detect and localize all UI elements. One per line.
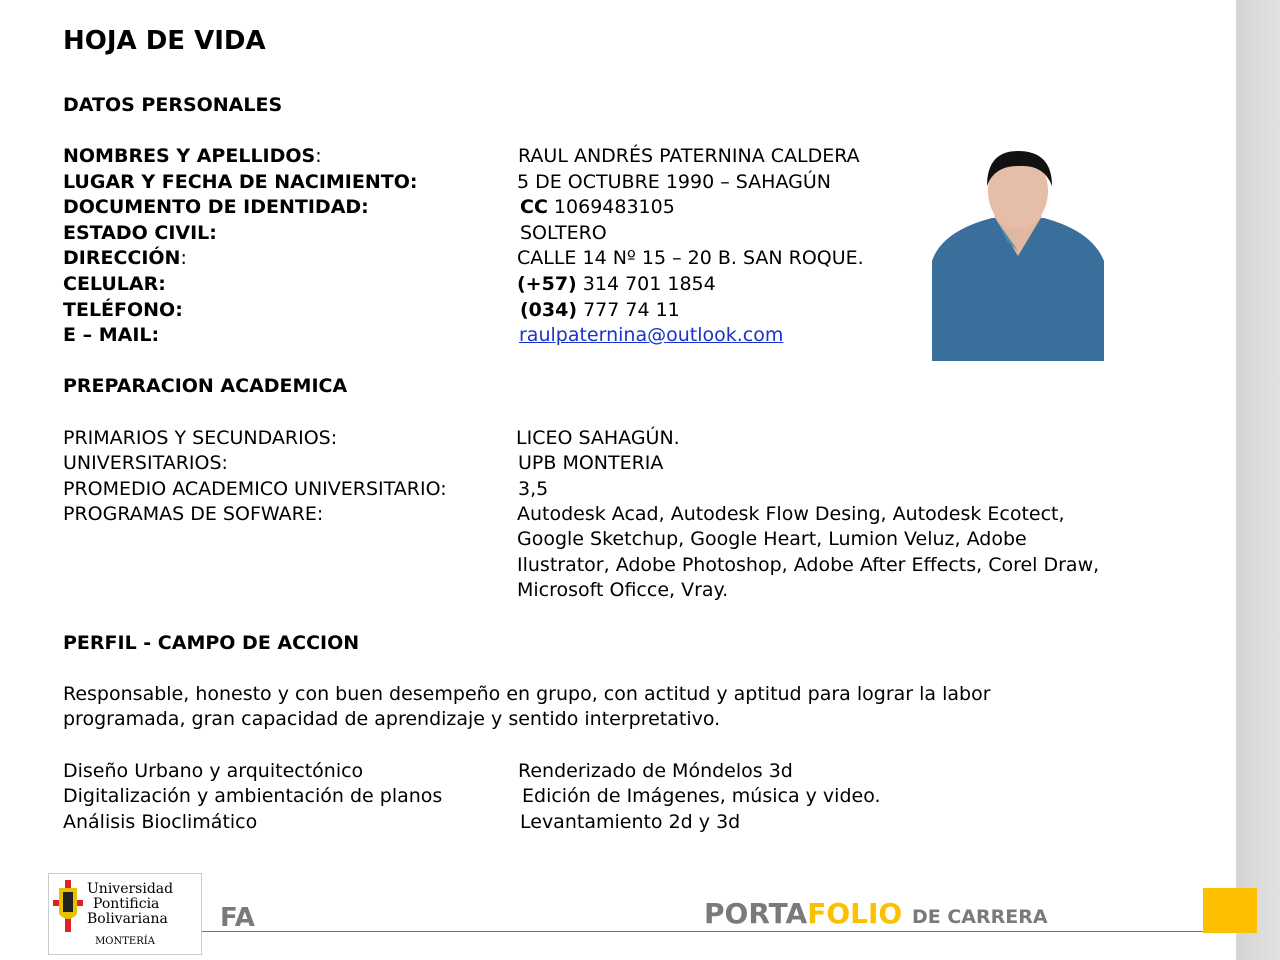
value-software-2: Google Sketchup, Google Heart, Lumion Veluz, Adobe [517,528,1027,550]
university-logo: Universidad Pontificia Bolivariana MONTERÍA [48,873,202,955]
label-address: DIRECCIÓN: [63,247,187,269]
skill-right: Renderizado de Móndelos 3d [518,760,793,782]
label-civil: ESTADO CIVIL: [63,222,217,244]
label-primary: PRIMARIOS Y SECUNDARIOS: [63,427,338,449]
label-email: E – MAIL: [63,324,160,346]
value-software-3: Ilustrator, Adobe Photoshop, Adobe After Effects, Corel Draw, [517,554,1100,576]
label-average: PROMEDIO ACADEMICO UNIVERSITARIO: [63,478,447,500]
value-software-1: Autodesk Acad, Autodesk Flow Desing, Autodesk Ecotect, [517,503,1065,525]
skill-left: Digitalización y ambientación de planos [63,785,443,807]
section-heading-personal: DATOS PERSONALES [63,94,283,116]
page-title: HOJA DE VIDA [63,26,266,56]
profile-photo [932,146,1104,361]
crest-icon [53,880,83,932]
label-university: UNIVERSITARIOS: [63,452,228,474]
value-birth: 5 DE OCTUBRE 1990 – SAHAGÚN [517,171,831,193]
email-link[interactable]: raulpaternina@outlook.com [519,324,784,346]
value-address: CALLE 14 Nº 15 – 20 B. SAN ROQUE. [517,247,864,269]
faculty-label: FA [220,903,255,933]
value-primary: LICEO SAHAGÚN. [516,427,680,449]
skill-right: Levantamiento 2d y 3d [520,811,741,833]
portfolio-brand: PORTAFOLIO DE CARRERA [704,897,1048,930]
label-birth: LUGAR Y FECHA DE NACIMIENTO: [63,171,418,193]
label-name: NOMBRES Y APELLIDOS: [63,145,322,167]
label-software: PROGRAMAS DE SOFWARE: [63,503,324,525]
section-heading-academic: PREPARACION ACADEMICA [63,375,348,397]
skill-left: Diseño Urbano y arquitectónico [63,760,364,782]
gray-side-band [1236,0,1280,960]
value-university: UPB MONTERIA [518,452,664,474]
label-phone: TELÉFONO: [63,299,183,321]
value-phone: (034) 777 74 11 [520,299,680,321]
value-civil: SOLTERO [520,222,607,244]
value-name: RAUL ANDRÉS PATERNINA CALDERA [518,145,860,167]
value-id: CC 1069483105 [520,196,675,218]
profile-text-1: Responsable, honesto y con buen desempeño en grupo, con actitud y aptitud para lograr la labor [63,683,991,705]
label-mobile: CELULAR: [63,273,166,295]
accent-square [1203,888,1257,933]
profile-text-2: programada, gran capacidad de aprendizaje y sentido interpretativo. [63,708,721,730]
section-heading-profile: PERFIL - CAMPO DE ACCION [63,632,360,654]
label-id: DOCUMENTO DE IDENTIDAD: [63,196,369,218]
value-average: 3,5 [518,478,549,500]
value-mobile: (+57) 314 701 1854 [517,273,716,295]
skill-right: Edición de Imágenes, música y video. [522,785,881,807]
skill-left: Análisis Bioclimático [63,811,258,833]
value-software-4: Microsoft Oficce, Vray. [517,579,729,601]
